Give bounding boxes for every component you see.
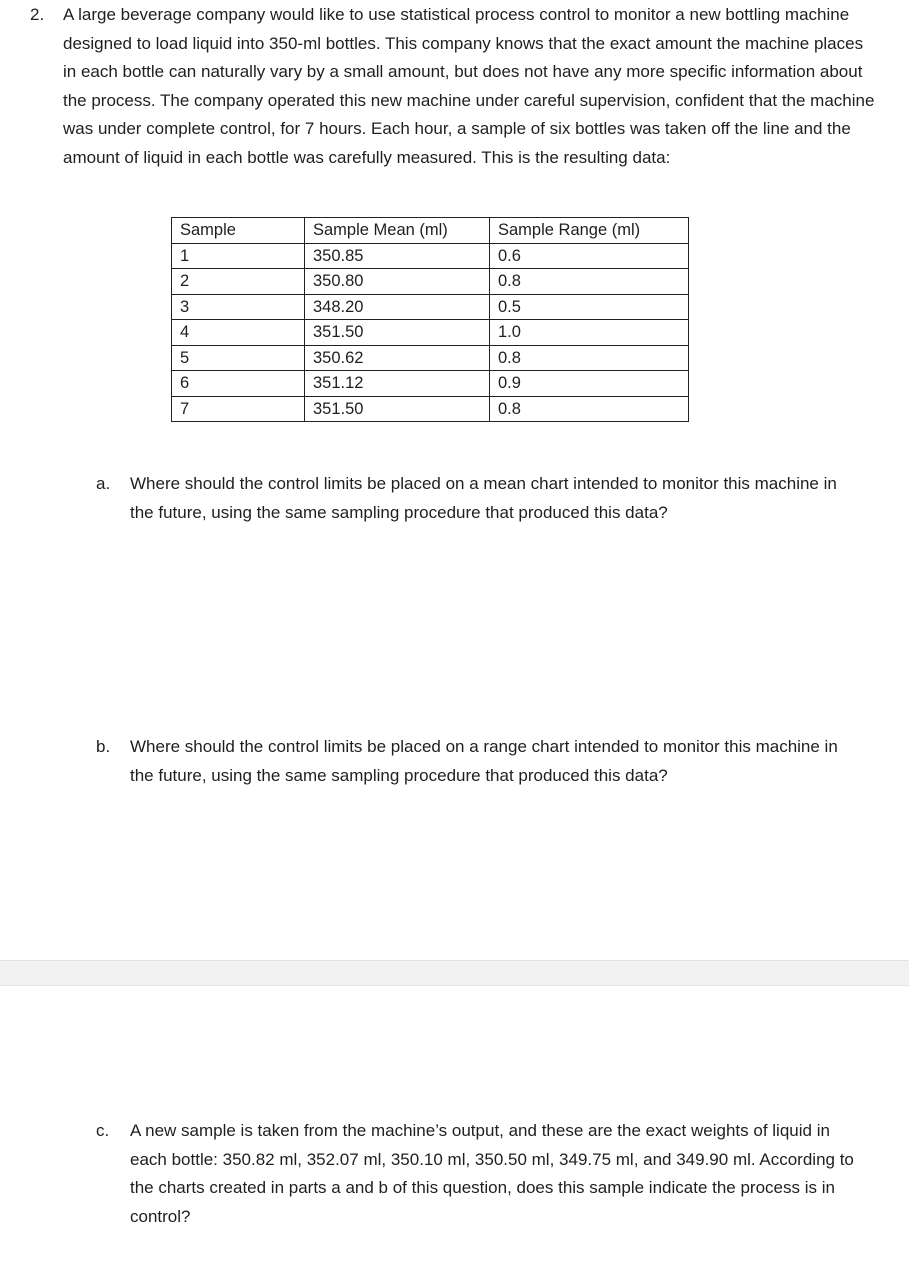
cell-mean: 350.62 [305,345,490,371]
part-c-letter: c. [96,1121,110,1140]
table-row [172,320,689,346]
cell-sample: 7 [172,396,305,422]
question-text: A large beverage company would like to use statistical process control to monitor a new bottling machine designed to load liquid into 350-ml bottles. This company knows that the exact amount the machine places in each bottle can naturally vary by a small amount, but does not have any more specific information about the process. The company operated this new machine under careful supervision, confident that the machine was under complete control, for 7 hours. Each hour, a sample of six bottles was taken off the line and the amount of liquid in each bottle was carefully measured. This is the resulting data: [63,5,875,167]
table-row [172,294,689,320]
cell-sample: 1 [172,243,305,269]
cell-sample: 3 [172,294,305,320]
table-row [172,371,689,397]
header-sample: Sample [172,218,305,244]
header-sample-range: Sample Range (ml) [490,218,689,244]
part-b-letter: b. [96,737,111,756]
cell-range: 0.8 [490,345,689,371]
question-number: 2. [30,5,45,24]
cell-sample: 2 [172,269,305,295]
part-b-text: Where should the control limits be placed on a range chart intended to monitor this machine in the future, using the same sampling procedure that produced this data? [130,737,838,785]
cell-mean: 350.85 [305,243,490,269]
cell-mean: 351.50 [305,320,490,346]
cell-mean: 348.20 [305,294,490,320]
cell-range: 0.5 [490,294,689,320]
header-sample-mean: Sample Mean (ml) [305,218,490,244]
table-row [172,396,689,422]
cell-sample: 5 [172,345,305,371]
cell-mean: 351.12 [305,371,490,397]
cell-sample: 4 [172,320,305,346]
cell-range: 0.9 [490,371,689,397]
table-row [172,243,689,269]
cell-sample: 6 [172,371,305,397]
page-break-divider [0,960,909,986]
cell-range: 0.6 [490,243,689,269]
cell-range: 0.8 [490,269,689,295]
table-row [172,269,689,295]
cell-range: 0.8 [490,396,689,422]
part-a-text: Where should the control limits be placed on a mean chart intended to monitor this machine in the future, using the same sampling procedure that produced this data? [130,474,837,522]
table-row [172,345,689,371]
data-table [171,217,689,422]
table-header-row [172,218,689,244]
cell-mean: 350.80 [305,269,490,295]
part-a-letter: a. [96,474,111,493]
cell-mean: 351.50 [305,396,490,422]
part-c-text: A new sample is taken from the machine’s output, and these are the exact weights of liquid in each bottle: 350.82 ml, 352.07 ml, 350.10 ml, 350.50 ml, 349.75 ml, and 349.90 ml. According to the charts created in parts a and b of this question, does this sample indicate the process is in control? [130,1121,854,1226]
cell-range: 1.0 [490,320,689,346]
